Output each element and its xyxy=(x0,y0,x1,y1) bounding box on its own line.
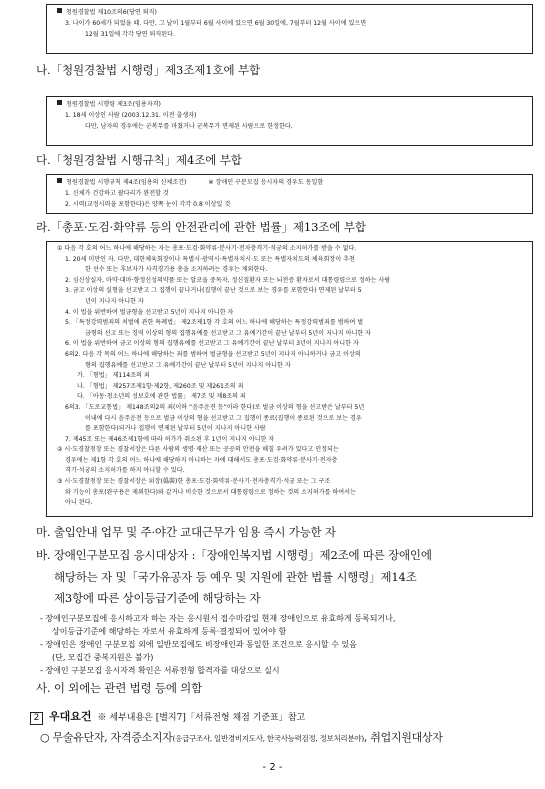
law-excerpt-box-2 xyxy=(46,96,533,146)
box-line: 청원경찰법 제10조의6(당연 퇴직) xyxy=(57,7,526,18)
box-line: 형의 집행유예를 선고받고 그 유예기간이 끝난 날부터 5년이 지나지 아니한 자 xyxy=(85,361,291,369)
box-line: 한 선수 또는 후보자가 사격경기용 총을 소지하려는 경우는 제외한다. xyxy=(85,266,268,274)
section-number: 2 xyxy=(30,712,43,725)
heading-na: 나.「청원경찰법 시행령」제3조제1호에 부합 xyxy=(36,63,261,77)
box-line: ③ 시·도경찰청장 또는 경찰서장은 위장(僞裝)한 총포·도검·화약류·분사기·전자충격기·석궁 또는 그 구조 xyxy=(57,478,331,486)
box-line: 2. 심신상실자, 마약·대마·향정신성의약품 또는 알코올 중독자, 정신질환자 또는 뇌전증 환자로서 대통령령으로 정하는 사람 xyxy=(65,276,391,284)
square-bullet-icon xyxy=(57,100,62,105)
page-number: - 2 - xyxy=(262,762,283,773)
box-line: 와 기능이 총포(완구용은 제외한다)와 같거나 비슷한 것으로서 대통령령으로 정하는 것의 소지허가를 하여서는 xyxy=(65,488,356,496)
box-line: 1. 18세 이상인 사람 (2003.12.31. 이전 출생자) xyxy=(65,112,197,119)
box-line: 년이 지나지 아니한 자 xyxy=(85,297,144,305)
heading-da: 다.「청원경찰법 시행규칙」제4조에 부합 xyxy=(36,153,242,167)
box-line: 7. 제45조 또는 제46조제1항에 따라 허가가 취소된 후 1년이 지나지 아니한 자 xyxy=(65,435,275,443)
box-line: 청원경찰법 시행규칙 제4조(임용의 신체조건) ※ 장애인 구분모집 응시자의 경우도 동일함 xyxy=(57,177,526,188)
heading-ra: 라.「총포·도검·화약류 등의 안전관리에 관한 법률」제13조에 부합 xyxy=(36,220,366,234)
law-excerpt-box-1 xyxy=(46,4,533,54)
box-line: 격기·석궁의 소지허가를 하지 아니할 수 있다. xyxy=(65,467,185,475)
bullet-main: 무술유단자, 자격증소지자 xyxy=(52,731,173,744)
law-excerpt-box-3 xyxy=(46,174,533,214)
box-line: 나. 「형법」 제257조제1항·제2항, 제260조 및 제261조의 죄 xyxy=(77,382,244,390)
box-line: 금형의 선고 또는 징역 이상의 형의 집행유예를 선고받고 그 유예기간이 끝난 날부터 5년이 지나지 아니한 자 xyxy=(85,329,372,337)
section-title: 우대요건 xyxy=(49,710,92,723)
box-line: 가. 「형법」 제114조의 죄 xyxy=(77,372,150,380)
box-line: 6의2. 다음 각 목의 어느 하나에 해당하는 죄를 범하여 벌금형을 선고받고 5년이 지나지 아니하거나 금고 이상의 xyxy=(65,350,361,358)
section-note: ※ 세부내용은 [별지7]「서류전형 채점 기준표」참고 xyxy=(97,713,306,723)
para-ma: 마. 출입안내 업무 및 주·야간 교대근무가 임용 즉시 가능한 자 xyxy=(36,525,336,539)
bullet-paren: (응급구조사, 일반경비지도사, 한국사능력검정, 정보처리분야) xyxy=(172,734,364,743)
box-line: 6의3. 「도로교통법」 제148조의2의 죄(이하 “음주운전 등”이라 한다)로 벌금 이상의 형을 선고받은 날부터 5년 xyxy=(65,403,365,411)
box-line: 다만, 남자의 경우에는 군복무를 마쳤거나 군복무가 면제된 사람으로 한정한다. xyxy=(85,123,293,130)
para-sa: 사. 이 외에는 관련 법령 등에 의함 xyxy=(36,681,203,695)
box-line: 3. 금고 이상의 실형을 선고받고 그 집행이 끝나거나(집행이 끝난 것으로 보는 경우를 포함한다) 면제된 날부터 5 xyxy=(65,287,362,295)
box-line: 이내에 다시 음주운전 등으로 벌금 이상의 형을 선고받고 그 집행이 종료(집행이 종료된 것으로 보는 경우 xyxy=(85,414,362,422)
box-line: 아니 된다. xyxy=(65,499,93,507)
note-line: (단, 모집간 중복지원은 불가) xyxy=(52,653,154,662)
para-ba-line-1: 바. 장애인구분모집 응시대상자 :「장애인복지법 시행령」제2조에 따른 장애인에 xyxy=(36,548,432,562)
square-bullet-icon xyxy=(57,178,62,183)
box-line: 3. 나이가 60세가 되었을 때. 다만, 그 날이 1월부터 6월 사이에 있으면 6월 30일에, 7월부터 12월 사이에 있으면 xyxy=(65,20,367,27)
box-line: 를 포함한다)되거나 집행이 면제된 날부터 5년이 지나지 아니한 사람 xyxy=(85,425,266,433)
preference-bullet xyxy=(40,729,443,745)
box-line: ② 시·도경찰청장 또는 경찰서장은 다른 사람의 생명·재산 또는 공공의 안전을 해칠 우려가 있다고 인정되는 xyxy=(57,446,339,454)
note-line: - 장애인구분모집에 응시하고자 하는 자는 응시원서 접수마감일 현재 장애인으로 유효하게 등록되거나, xyxy=(40,614,396,623)
box-line: 경우에는 제1항 각 호의 어느 하나에 해당하지 아니하는 자에 대해서도 총포·도검·화약류·분사기·전자충 xyxy=(65,456,338,464)
note-line: - 장애인 구분모집 응시자격 확인은 서류전형 합격자를 대상으로 실시 xyxy=(40,666,280,675)
law-excerpt-box-4 xyxy=(46,241,533,517)
note-line: - 장애인은 장애인 구분모집 외에 일반모집에도 비장애인과 동일한 조건으로 응시할 수 있음 xyxy=(40,640,357,649)
circle-bullet-icon: ○ xyxy=(40,731,50,744)
box-line: 12월 31일에 각각 당연 퇴직된다. xyxy=(85,31,175,38)
box-line: 4. 이 법을 위반하여 벌금형을 선고받고 5년이 지나지 아니한 자 xyxy=(65,308,234,316)
para-ba-line-3: 제3항에 따른 상이등급기준에 해당하는 자 xyxy=(54,591,261,605)
box-line: 1. 신체가 건강하고 팔다리가 완전할 것 xyxy=(65,190,169,197)
bullet-tail: , 취업지원대상자 xyxy=(363,731,443,744)
box-line: 다. 「아동·청소년의 성보호에 관한 법률」 제7조 및 제8조의 죄 xyxy=(77,393,246,401)
square-bullet-icon xyxy=(57,8,62,13)
section-preferential-requirements xyxy=(30,708,305,725)
box-line: 1. 20세 미만인 자. 다만, 대한체육회장이나 특별시·광역시·특별자치시·도 또는 특별자치도의 체육회장이 추천 xyxy=(65,255,355,263)
box-line: ① 다음 각 호의 어느 하나에 해당하는 자는 총포·도검·화약류·분사기·전자충격기·석궁의 소지허가를 받을 수 없다. xyxy=(57,245,357,252)
box-line: 청원경찰법 시행령 제3조(임용자격) xyxy=(57,99,526,110)
box-line: 6. 이 법을 위반하여 금고 이상의 형의 집행유예를 선고받고 그 유예기간이 끝난 날부터 3년이 지나지 아니한 자 xyxy=(65,340,359,348)
para-ba-line-2: 해당하는 자 및「국가유공자 등 예우 및 지원에 관한 법률 시행령」제14조 xyxy=(54,570,417,584)
box-line: 2. 시력(교정시력을 포함한다)은 양쪽 눈이 각각 0.8 이상일 것 xyxy=(65,201,231,208)
box-line: 5. 「특정강력범죄의 처벌에 관한 특례법」 제2조제1항 각 호의 어느 하나에 해당하는 특정강력범죄를 범하여 벌 xyxy=(65,319,364,327)
note-line: 상이등급기준에 해당하는 자로서 유효하게 등록·결정되어 있어야 함 xyxy=(52,627,287,636)
